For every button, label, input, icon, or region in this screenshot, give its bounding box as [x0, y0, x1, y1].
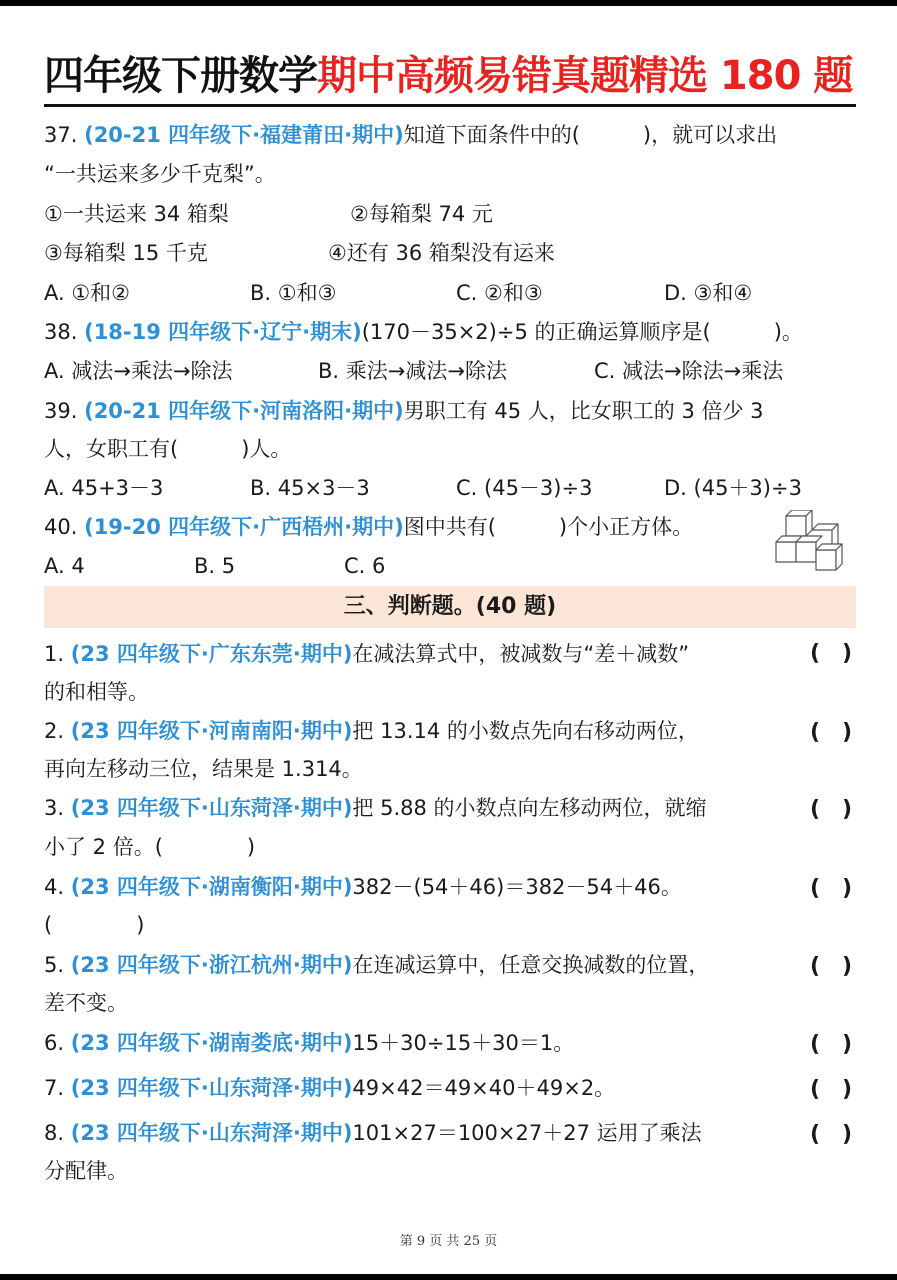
q39-line2: 人，女职工有( )人。 [44, 437, 292, 461]
j4-line1 [44, 873, 682, 901]
j1-line2: 的和相等。 [44, 680, 149, 704]
j3-line1 [44, 794, 707, 822]
j6-text1: 15＋30÷15＋30＝1。 [352, 1031, 575, 1055]
j1-text1: 在减法算式中，被减数与“差＋减数” [352, 642, 690, 666]
j3-number: 3. [44, 796, 65, 820]
j7-answer-paren[interactable]: ( ) [810, 1077, 853, 1102]
cube-right-front [816, 550, 836, 570]
j5-text1: 在连减运算中，任意交换减数的位置， [352, 953, 710, 977]
j5-number: 5. [44, 953, 65, 977]
title-underline [44, 104, 856, 107]
q40-option-a: A. 4 [44, 554, 85, 578]
j2-line1 [44, 717, 699, 745]
cube-top-front [786, 516, 806, 536]
j3-line2: 小了 2 倍。( ) [44, 835, 256, 859]
q37-source: (20-21 四年级下·福建莆田·期中) [84, 123, 404, 147]
cube-left-front [776, 542, 796, 562]
j1-line1 [44, 640, 689, 668]
q40-number: 40. [44, 515, 78, 539]
j8-number: 8. [44, 1121, 65, 1145]
j4-number: 4. [44, 875, 65, 899]
j6-number: 6. [44, 1031, 65, 1055]
section-header-judge: 三、判断题。(40 题) [44, 586, 856, 628]
j2-source: (23 四年级下·河南南阳·期中) [70, 719, 353, 743]
q39-option-c: C. (45－3)÷3 [456, 476, 593, 500]
j3-answer-paren[interactable]: ( ) [810, 797, 853, 822]
j6-line1 [44, 1029, 574, 1057]
q37-cond3: ③每箱梨 15 千克 [44, 241, 208, 265]
title-part2: 期中高频易错真题精选 [317, 53, 707, 99]
bottom-border [0, 1274, 897, 1280]
q37-option-d: D. ③和④ [664, 281, 753, 305]
q39-source: (20-21 四年级下·河南洛阳·期中) [84, 399, 404, 423]
page-title [44, 48, 856, 104]
q38-source: (18-19 四年级下·辽宁·期末) [84, 320, 362, 344]
q39-text1: 男职工有 45 人，比女职工的 3 倍少 3 [403, 399, 764, 423]
q37-option-c: C. ②和③ [456, 281, 543, 305]
q38-text1: (170－35×2)÷5 的正确运算顺序是( )。 [361, 320, 803, 344]
j4-answer-paren[interactable]: ( ) [810, 876, 853, 901]
j5-line1 [44, 951, 709, 979]
j2-text1: 把 13.14 的小数点先向右移动两位， [352, 719, 699, 743]
q40-text1: 图中共有( )个小正方体。 [403, 515, 694, 539]
j8-text1: 101×27＝100×27＋27 运用了乘法 [352, 1121, 702, 1145]
q39-number: 39. [44, 399, 78, 423]
j4-text1: 382－(54＋46)＝382－54＋46。 [352, 875, 682, 899]
j5-answer-paren[interactable]: ( ) [810, 954, 853, 979]
j4-source: (23 四年级下·湖南衡阳·期中) [70, 875, 353, 899]
j7-source: (23 四年级下·山东菏泽·期中) [70, 1076, 353, 1100]
q38-option-b: B. 乘法→减法→除法 [318, 359, 507, 383]
q39-option-d: D. (45＋3)÷3 [664, 476, 802, 500]
page-number-footer: 第 9 页 共 25 页 [399, 1234, 498, 1249]
j6-source: (23 四年级下·湖南娄底·期中) [70, 1031, 353, 1055]
q37-text1: 知道下面条件中的( )，就可以求出 [403, 123, 778, 147]
j8-line1 [44, 1119, 702, 1147]
j7-text1: 49×42＝49×40＋49×2。 [352, 1076, 616, 1100]
q38-option-c: C. 减法→除法→乘法 [594, 359, 784, 383]
j5-line2: 差不变。 [44, 991, 128, 1015]
q40-source: (19-20 四年级下·广西梧州·期中) [84, 515, 404, 539]
j5-source: (23 四年级下·浙江杭州·期中) [70, 953, 353, 977]
q39-line1 [44, 397, 764, 425]
q38-option-a: A. 减法→乘法→除法 [44, 359, 233, 383]
cube-mid-front [796, 542, 816, 562]
q38-line1 [44, 318, 803, 346]
q40-line1 [44, 513, 693, 541]
j6-answer-paren[interactable]: ( ) [810, 1032, 853, 1057]
q37-option-a: A. ①和② [44, 281, 130, 305]
j4-line2: ( ) [44, 913, 145, 937]
j8-answer-paren[interactable]: ( ) [810, 1122, 853, 1147]
j8-source: (23 四年级下·山东菏泽·期中) [70, 1121, 353, 1145]
q37-cond2: ②每箱梨 74 元 [350, 202, 493, 226]
j1-answer-paren[interactable]: ( ) [810, 641, 853, 666]
j7-line1 [44, 1074, 615, 1102]
q39-option-a: A. 45+3－3 [44, 476, 164, 500]
j8-line2: 分配律。 [44, 1159, 128, 1183]
j2-answer-paren[interactable]: ( ) [810, 720, 853, 745]
q40-option-b: B. 5 [194, 554, 236, 578]
j2-line2: 再向左移动三位，结果是 1.314。 [44, 757, 363, 781]
q37-number: 37. [44, 123, 78, 147]
j1-number: 1. [44, 642, 65, 666]
q37-cond4: ④还有 36 箱梨没有运来 [328, 241, 555, 265]
title-part3: 180 题 [707, 53, 853, 99]
q38-number: 38. [44, 320, 78, 344]
top-border [0, 0, 897, 6]
q37-line1 [44, 121, 777, 149]
q37-option-b: B. ①和③ [250, 281, 337, 305]
j7-number: 7. [44, 1076, 65, 1100]
j2-number: 2. [44, 719, 65, 743]
q39-option-b: B. 45×3－3 [250, 476, 370, 500]
j1-source: (23 四年级下·广东东莞·期中) [70, 642, 353, 666]
q40-option-c: C. 6 [344, 554, 386, 578]
q37-cond1: ①一共运来 34 箱梨 [44, 202, 229, 226]
q37-line2: “一共运来多少千克梨”。 [44, 162, 276, 186]
j3-text1: 把 5.88 的小数点向左移动两位，就缩 [352, 796, 707, 820]
small-cubes-figure [772, 510, 846, 574]
title-part1: 四年级下册数学 [44, 53, 317, 99]
j3-source: (23 四年级下·山东菏泽·期中) [70, 796, 353, 820]
